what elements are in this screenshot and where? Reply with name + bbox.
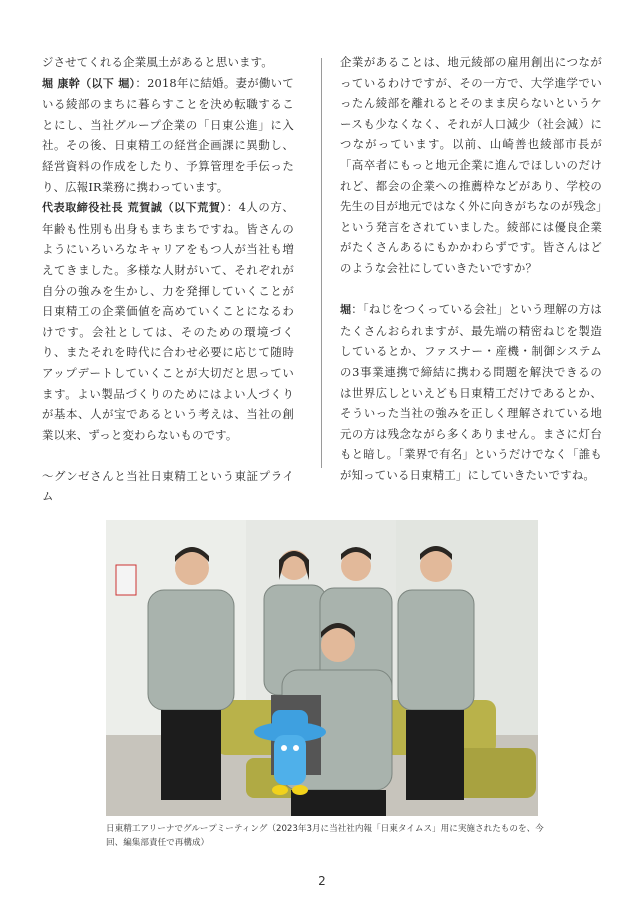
paragraph-text: ：2018年に結婚。妻が働いている綾部のまちに暮らすことを決め転職することにし、当社グループ企業の「日東公進」に入社。その後、日東精工の経営企画課に異動し、経営資料の作成をしたり、予算管理を手伝ったり、広報IR業務に携わっています。 xyxy=(42,75,294,194)
mascot-foot xyxy=(292,785,308,795)
left-column xyxy=(42,52,294,507)
paragraph-gap xyxy=(42,445,294,466)
paragraph xyxy=(340,299,602,485)
paragraph-text: ：「ねじをつくっている会社」という理解の方はたくさんおられますが、最先端の精密ねじを製造しているとか、ファスナー・産機・制御システムの3事業連携で締結に携わる問題を解決できるのは世界広しといえども日東精工だけであるとか、そういった当社の強みを正しく理解されている地元の方は残念ながら多くありません。まさに灯台もと暗し。「業界で有名」というだけでなく「誰もが知っている日東精工」にしていきたいですね。 xyxy=(340,302,602,482)
mascot-foot xyxy=(272,785,288,795)
person-legs xyxy=(406,710,464,800)
photo-caption: 日東精工アリーナでグループミーティング（2023年3月に当社社内報「日東タイムス」用に実施されたものを、今回、編集部責任で再構成） xyxy=(106,824,544,848)
photo-sign xyxy=(116,565,136,595)
paragraph xyxy=(42,73,294,198)
paragraph: 〜グンゼさんと当社日東精工という東証プライム xyxy=(42,468,294,504)
paragraph: 企業があることは、地元綾部の雇用創出につながっているわけですが、その一方で、大学進学でいったん綾部を離れるとそのまま戻らないというケースも少なくなく、それが人口減少（社会減）につながっています。以前、山崎善也綾部市長が「高卒者にもっと地元企業に進んでほしいのだけれど、都会の企業への推薦枠などがあり、学校の先生の目が地元ではなく外に向きがちなのが残念」という発言をされていました。綾部には優良企業がたくさんあるにもかかわらずです。皆さんはどのような会社にしていきたいですか？ xyxy=(340,55,602,275)
person-head xyxy=(321,628,355,662)
person-legs xyxy=(291,790,386,816)
page-number: 2 xyxy=(318,874,326,888)
column-divider xyxy=(321,58,322,468)
speaker-name: 代表取締役社長 荒賀誠（以下荒賀） xyxy=(42,201,227,215)
person-body xyxy=(398,590,474,710)
person-legs xyxy=(161,710,221,800)
speaker-name: 堀 康幹（以下 堀） xyxy=(42,76,136,90)
mascot-eye xyxy=(293,745,299,751)
speaker-name: 堀 xyxy=(340,303,352,317)
mascot-eye xyxy=(281,745,287,751)
mascot-hat xyxy=(272,710,308,732)
person-body xyxy=(148,590,234,710)
mascot-body xyxy=(274,735,306,785)
paragraph: ジさせてくれる企業風土があると思います。 xyxy=(42,55,273,69)
paragraph-gap xyxy=(340,279,602,300)
paragraph xyxy=(42,197,294,445)
group-photo xyxy=(106,520,538,816)
paragraph-text: ：4人の方、年齢も性別も出身もまちまちですね。皆さんのようにいろいろなキャリアをもつ人が当社も増えてきました。多様な人財がいて、それぞれが自分の強みを生かし、力を発揮していくことが日東精工の企業価値を高めていくことになるわけです。会社としては、そのための環境づくり、またそれを時代に合わせ必要に応じて随時アップデートしていくことが大切だと思っています。よい製品づくりのためにはよい人づくりが基本、人が宝であるという考えは、当社の創業以来、ずっと変わらないものです。 xyxy=(42,200,294,442)
group-photo-illustration xyxy=(106,520,538,816)
right-column xyxy=(340,52,602,485)
